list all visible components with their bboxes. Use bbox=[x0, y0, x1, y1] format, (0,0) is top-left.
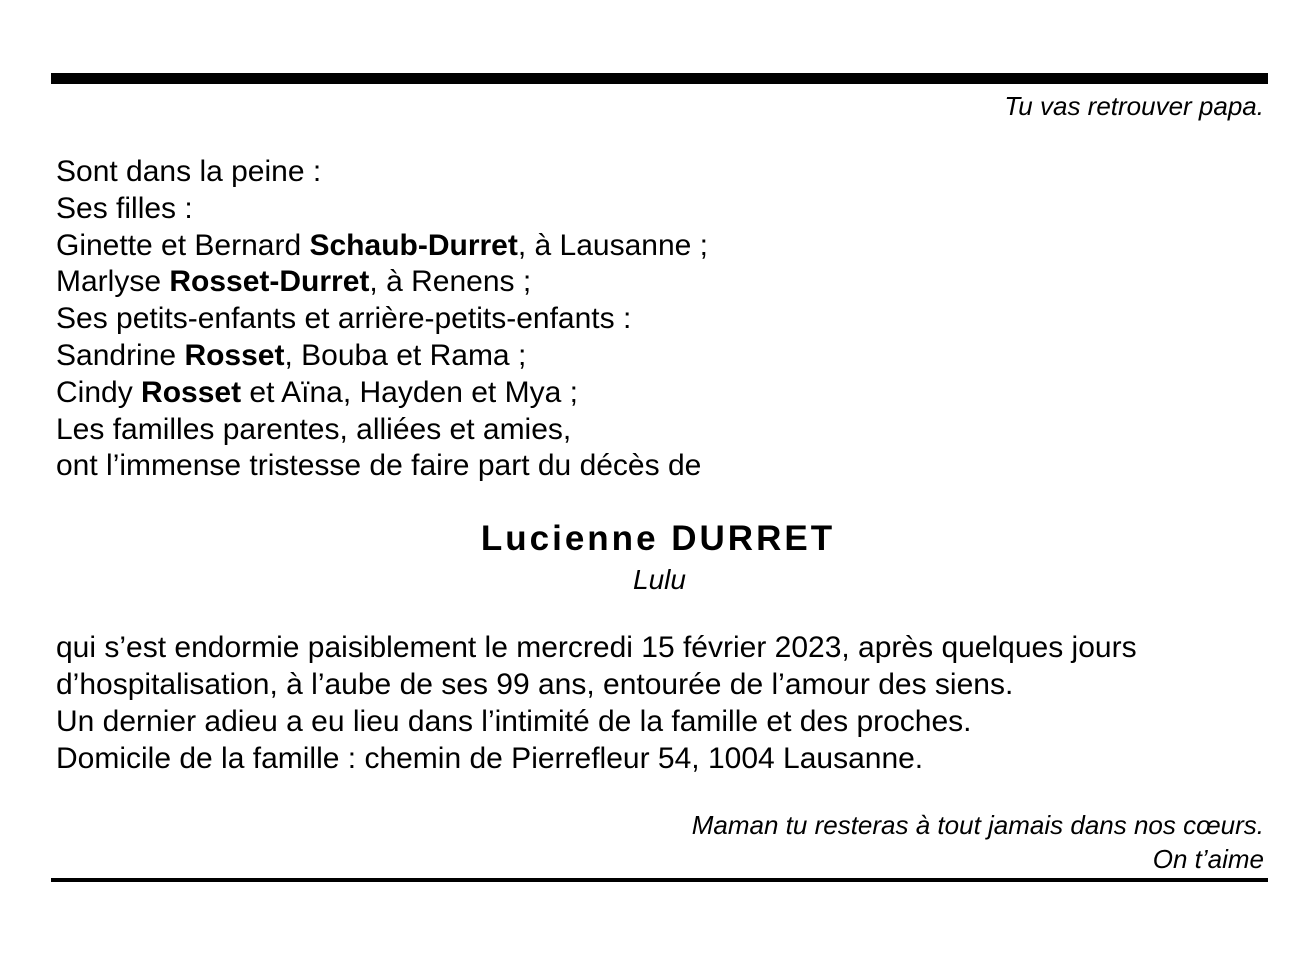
mourners-text: Sont dans la peine : bbox=[56, 155, 322, 188]
mourners-line bbox=[56, 191, 708, 228]
mourners-text: Sandrine bbox=[56, 338, 185, 372]
mourners-text: Ses petits-enfants et arrière-petits-enfants : bbox=[56, 302, 632, 336]
mourners-text: Cindy bbox=[56, 375, 142, 409]
deceased-nickname: Lulu bbox=[633, 564, 686, 595]
closing-message bbox=[692, 808, 1264, 876]
closing-line: On t’aime bbox=[1152, 844, 1264, 874]
mourners-line bbox=[56, 375, 708, 412]
mourners-block bbox=[56, 154, 708, 485]
details-line: d’hospitalisation, à l’aube de ses 99 ans, entourée de l’amour des siens. bbox=[56, 668, 1014, 701]
mourners-line bbox=[56, 412, 708, 449]
family-name: Rosset bbox=[141, 375, 242, 409]
mourners-line bbox=[56, 264, 708, 301]
mourners-line bbox=[56, 301, 708, 338]
mourners-line bbox=[56, 448, 708, 485]
top-rule bbox=[51, 73, 1268, 84]
bottom-rule bbox=[51, 878, 1268, 882]
details-line: Un dernier adieu a eu lieu dans l’intimité de la famille et des proches. bbox=[56, 705, 972, 738]
mourners-text: ont l’immense tristesse de faire part du décès de bbox=[56, 449, 702, 483]
mourners-text: Les familles parentes, alliées et amies, bbox=[56, 412, 572, 446]
details-block bbox=[56, 629, 1137, 777]
mourners-line bbox=[56, 338, 708, 375]
mourners-text: , à Renens ; bbox=[369, 265, 532, 299]
family-name: Rosset bbox=[184, 338, 285, 372]
mourners-text: Ginette et Bernard bbox=[56, 228, 310, 262]
mourners-text: et Aïna, Hayden et Mya ; bbox=[241, 375, 578, 409]
mourners-text: Ses filles : bbox=[56, 191, 193, 225]
details-line: qui s’est endormie paisiblement le mercredi 15 février 2023, après quelques jours bbox=[56, 631, 1137, 664]
mourners-text: Marlyse bbox=[56, 265, 170, 299]
mourners-text: , à Lausanne ; bbox=[517, 228, 708, 262]
mourners-line bbox=[56, 154, 708, 191]
family-name: Schaub-Durret bbox=[309, 228, 518, 262]
family-name: Rosset-Durret bbox=[169, 265, 370, 299]
epigraph: Tu vas retrouver papa. bbox=[1004, 91, 1264, 121]
details-line: Domicile de la famille : chemin de Pierrefleur 54, 1004 Lausanne. bbox=[56, 742, 924, 775]
deceased-name: Lucienne DURRET bbox=[480, 519, 836, 558]
closing-line: Maman tu resteras à tout jamais dans nos cœurs. bbox=[691, 810, 1264, 840]
mourners-text: , Bouba et Rama ; bbox=[284, 338, 527, 372]
mourners-line bbox=[56, 228, 708, 265]
